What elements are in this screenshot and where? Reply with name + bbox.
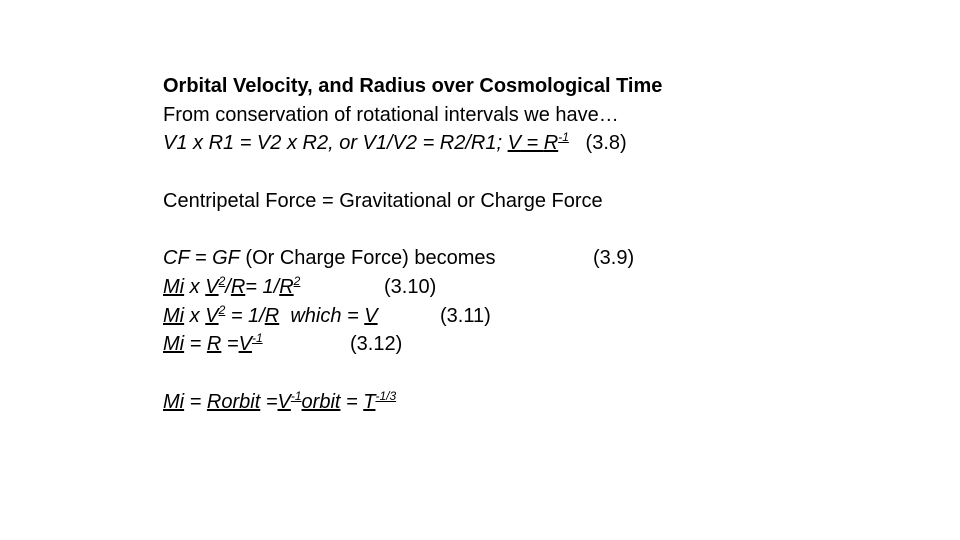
equation-number: (3.12) <box>350 333 403 356</box>
equation-3-11: Mi x $V^2 = 1/R$ which = V (3.11) <box>163 302 863 331</box>
equation-number: (3.8) <box>585 132 627 155</box>
equation-number: (3.10) <box>384 275 437 298</box>
equation-number: (3.11) <box>440 304 491 327</box>
slide-content <box>163 72 863 416</box>
equation-3-9: CF = GF (Or Charge Force) becomes (3.9) <box>163 244 863 273</box>
slide-title: Orbital Velocity, and Radius over Cosmological Time <box>163 75 663 97</box>
equation-3-10: Mi x $V^2/R= 1/R^2$ (3.10) <box>163 273 863 302</box>
equation-3-12: $Mi = R =V^{-1}$ (3.12) <box>163 330 863 359</box>
intro-text: From conservation of rotational intervals we have… <box>163 103 619 126</box>
equation-3-8: V1 x R1 = V2 x R2, or V1/V2 = R2/R1; $V = R^{-1}$ (3.8) <box>163 130 627 155</box>
centripetal-text: Centripetal Force = Gravitational or Charge Force <box>163 189 603 212</box>
final-equation: Mi = Rorbit $=V^{-1}orbit = T^{-1/3}$ <box>163 388 397 413</box>
equation-number: (3.9) <box>593 247 635 270</box>
